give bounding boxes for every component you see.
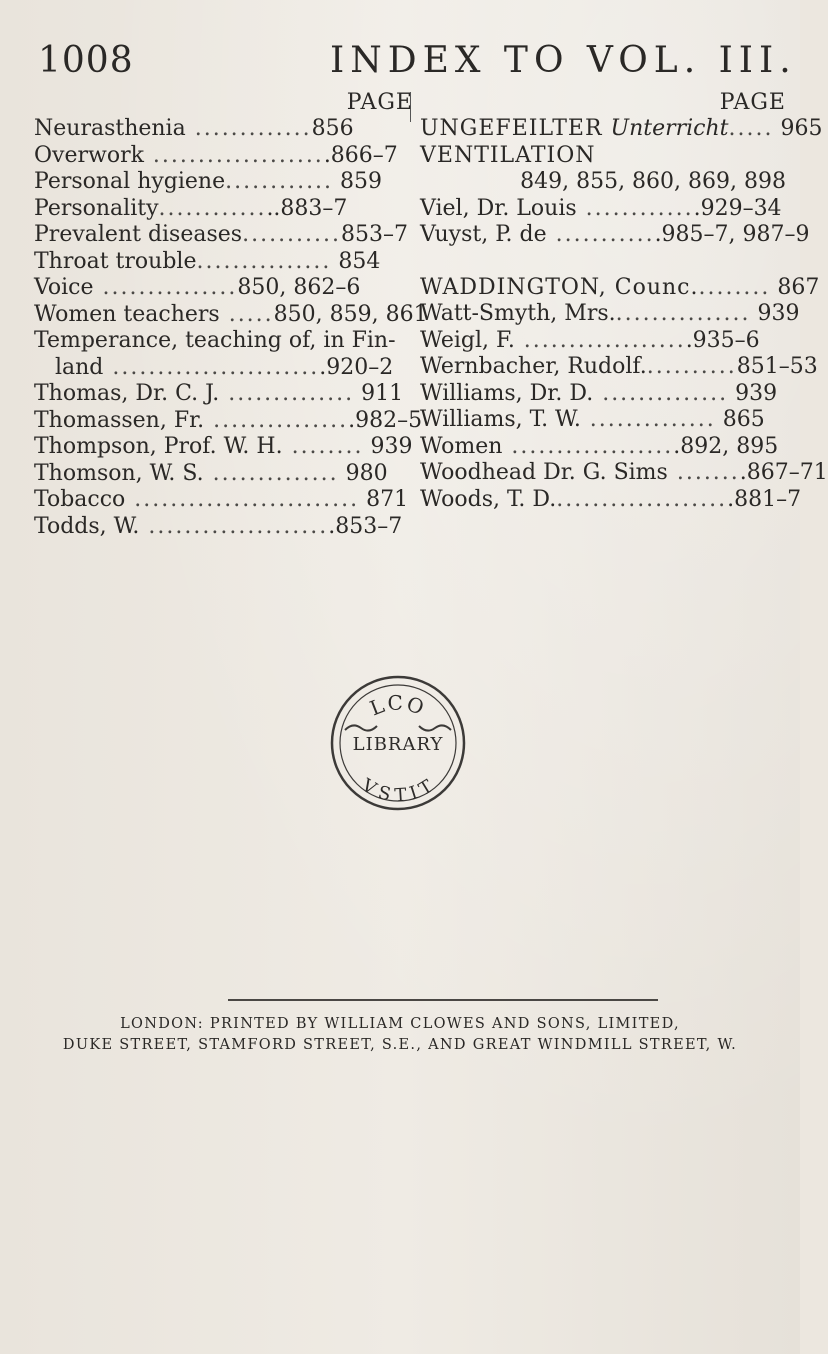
index-entry: Williams, T. W. .............. 865 <box>420 407 765 432</box>
index-entry: Vuyst, P. de ............985–7, 987–9 <box>420 222 810 247</box>
index-entry: Thomassen, Fr. ................982–5 <box>34 407 423 433</box>
index-entry: Wernbacher, Rudolf...........851–53 <box>420 354 818 379</box>
index-entry: UNGEFEILTER Unterricht..... 965 <box>420 116 823 141</box>
index-entry: Neurasthenia .............856 <box>34 116 354 141</box>
index-entry: Throat trouble............... 854 <box>34 248 381 274</box>
index-entry: Williams, Dr. D. .............. 939 <box>420 380 778 406</box>
index-column-left <box>34 90 428 540</box>
page-header <box>0 40 800 90</box>
index-entry: Women ...................892, 895 <box>420 433 779 459</box>
index-entry: Prevalent diseases...........853–7 <box>34 222 409 247</box>
index-entry: Temperance, teaching of, in Fin- <box>34 328 396 353</box>
page-column-heading: PAGE <box>346 90 413 115</box>
printer-imprint-line-1: LONDON: PRINTED BY WILLIAM CLOWES AND SONS, LIMITED, <box>120 1016 680 1032</box>
page-number: 1008 <box>38 40 134 81</box>
index-entry: Tobacco ......................... 871 <box>34 487 409 512</box>
index-entry-continuation: land ........................920–2 <box>34 354 394 380</box>
index-entry: Watt-Smyth, Mrs................ 939 <box>420 301 800 326</box>
index-entry: Woods, T. D.....................881–7 <box>420 486 802 512</box>
stamp-center-text: LIBRARY <box>352 734 444 755</box>
index-entry: Thomson, W. S. .............. 980 <box>34 460 388 486</box>
index-entries-left <box>34 116 428 540</box>
index-entry: Thompson, Prof. W. H. ........ 939 <box>34 434 413 459</box>
index-entry: Thomas, Dr. C. J. .............. 911 <box>34 381 404 406</box>
imprint-rule <box>228 999 658 1001</box>
printer-imprint-line-2: DUKE STREET, STAMFORD STREET, S.E., AND GREAT WINDMILL STREET, W. <box>62 1037 738 1053</box>
index-entry-continuation: 849, 855, 860, 869, 898 <box>520 169 786 194</box>
index-entry: Overwork ....................866–7 <box>34 142 398 168</box>
index-entry: Todds, W. .....................853–7 <box>34 513 403 539</box>
index-entry: Viel, Dr. Louis .............929–34 <box>420 195 782 221</box>
stamp-bottom-text: VSTIT <box>357 774 439 807</box>
stamp-top-text: LCO <box>366 690 430 721</box>
library-stamp <box>323 668 473 818</box>
index-entry: VENTILATION <box>420 142 596 168</box>
index-entry: Personal hygiene............ 859 <box>34 169 383 194</box>
index-column-right <box>420 90 828 513</box>
page-column-heading: PAGE <box>719 90 786 115</box>
running-title: INDEX TO VOL. III. <box>330 40 797 81</box>
index-entries-right <box>420 116 828 513</box>
index-entry: Woodhead Dr. G. Sims ........867–71 <box>420 460 828 485</box>
index-entry: WADDINGTON, Counc......... 867 <box>420 274 820 300</box>
index-entry: Personality..............883–7 <box>34 195 348 221</box>
index-entry: Weigl, F. ...................935–6 <box>420 327 760 353</box>
index-entry: Women teachers .....850, 859, 861 <box>34 301 428 327</box>
index-entry: Voice ...............850, 862–6 <box>34 275 361 300</box>
